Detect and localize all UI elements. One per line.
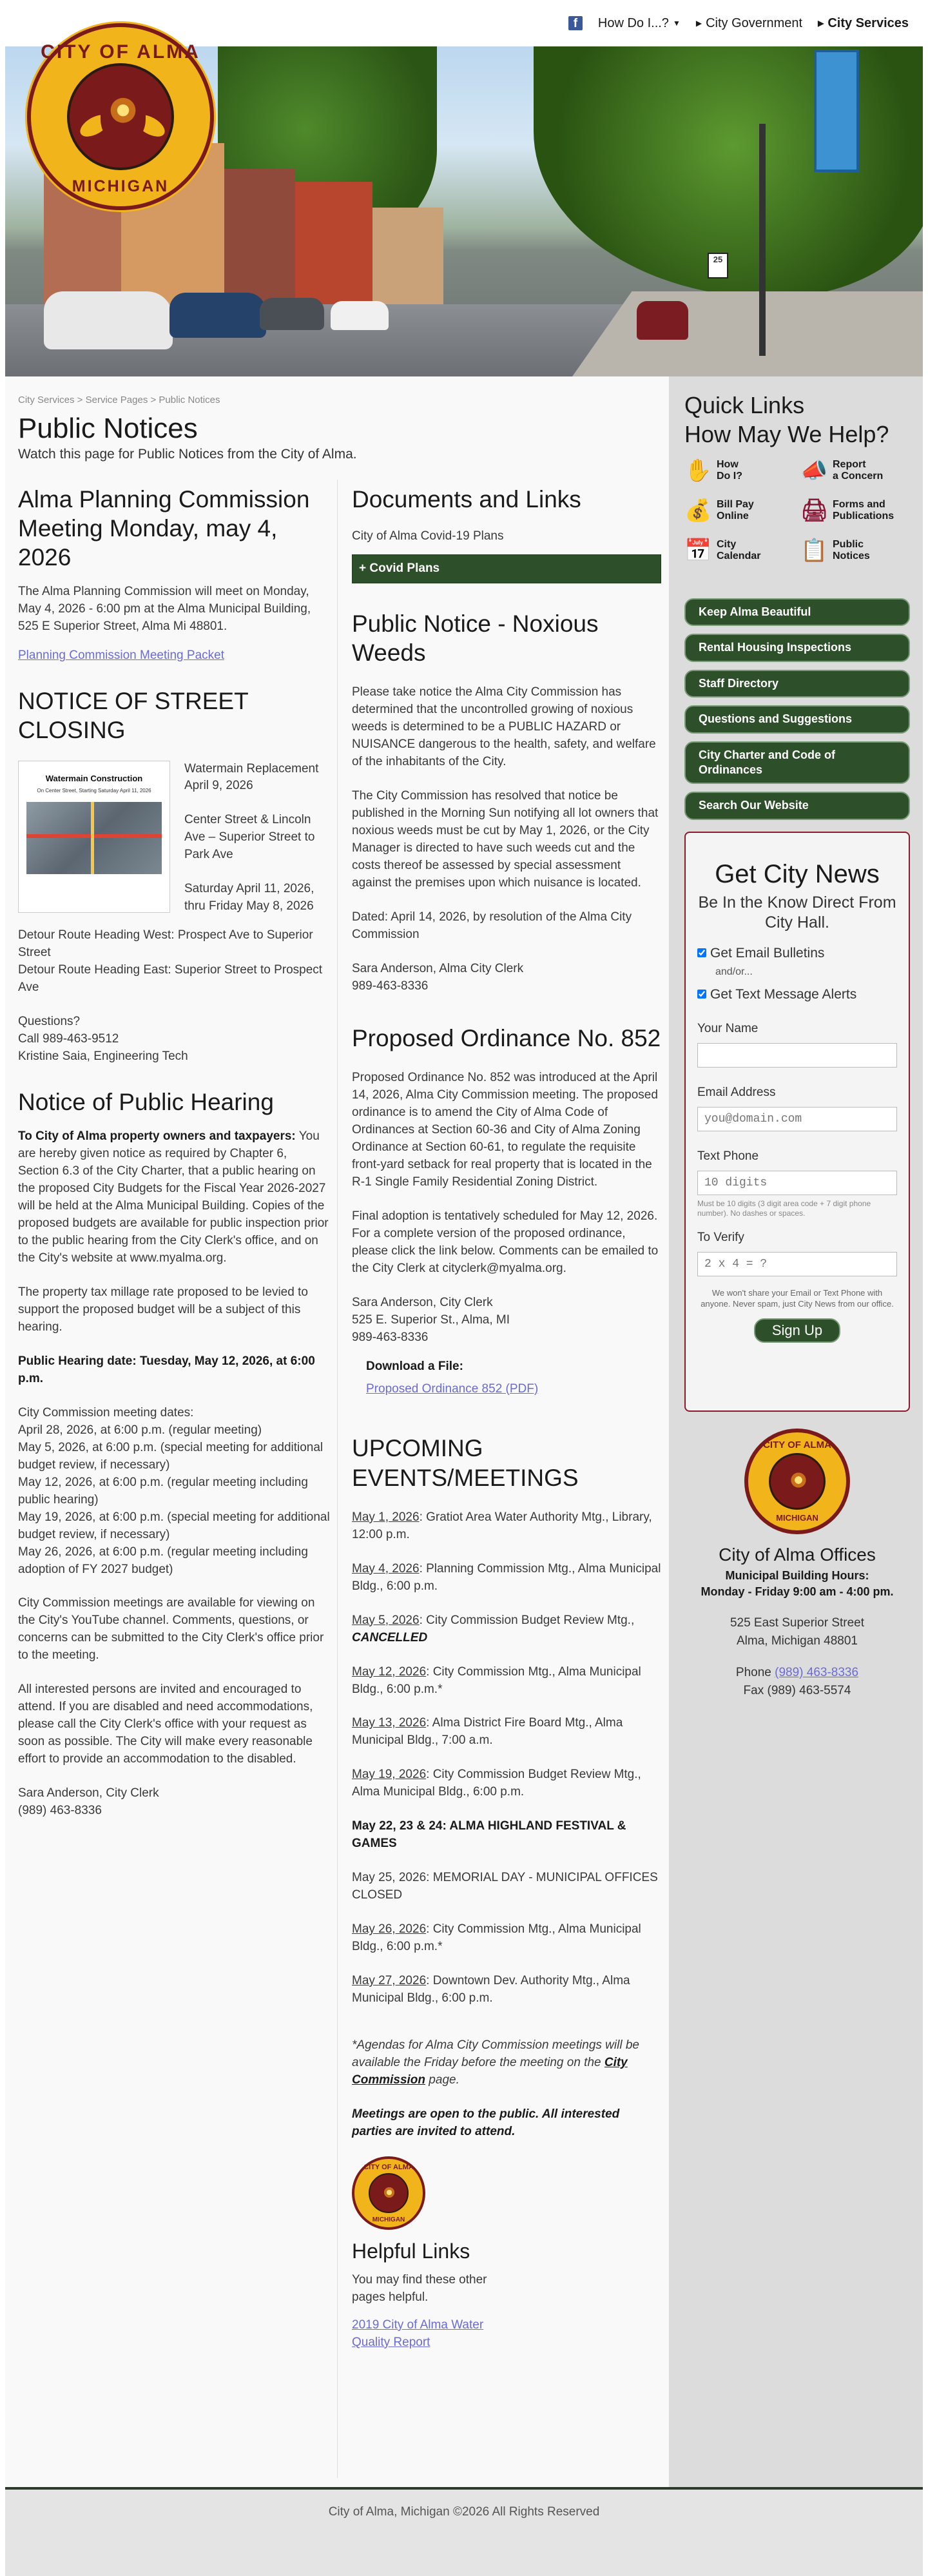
weeds-p1: Please take notice the Alma City Commission has determined that the uncontrolled growing of noxious weeds is determined to be a PUBLIC HAZARD or NUISANCE dangerous to the health, safety, and welfare of the inhabitants of the City. — [352, 685, 656, 769]
helpful-heading: Helpful Links — [352, 2239, 470, 2263]
text-alerts-option — [697, 986, 897, 1003]
quick-link-public-notices[interactable] — [800, 538, 916, 563]
street-closing-block — [18, 761, 331, 916]
email-bulletins-option — [697, 944, 897, 962]
seal-bottom-text: MICHIGAN — [372, 2216, 405, 2223]
hero-car — [44, 291, 173, 349]
water-quality-link[interactable]: 2019 City of Alma Water Quality Report — [352, 2317, 484, 2349]
hero-lamp-pole — [759, 124, 766, 356]
seal-bottom-text: MICHIGAN — [776, 1513, 818, 1523]
event-date: May 4, 2026 — [352, 1561, 420, 1576]
quick-link-label — [833, 539, 870, 563]
event-date: May 19, 2026 — [352, 1768, 427, 1782]
ordinance-address: 525 E. Superior St., Alma, MI — [352, 1312, 510, 1327]
address-line: Alma, Michigan 48801 — [737, 1634, 858, 1648]
quick-links-grid — [684, 458, 916, 563]
logo-inner — [67, 63, 174, 170]
planning-body: The Alma Planning Commission will meet on Monday, May 4, 2026 - 6:00 pm at the Alma Municipal Building, 525 E Superior Street, Alma Mi 48801. — [18, 585, 311, 634]
flyer-title: Watermain Construction — [45, 773, 143, 783]
event-text: : City Commission Budget Review Mtg., Alma Municipal Bldg., 6:00 p.m. — [352, 1768, 641, 1799]
quick-links-title — [684, 391, 889, 449]
nav-city-services[interactable] — [818, 14, 909, 32]
event-item — [352, 1612, 661, 1647]
hero-car — [637, 301, 688, 340]
caret-right-icon: ▶ — [695, 18, 702, 28]
events-heading: UPCOMING EVENTS/MEETINGS — [352, 1435, 579, 1491]
ordinance-phone: 989-463-8336 — [352, 1330, 429, 1344]
sidebar — [669, 376, 923, 2487]
event-date: May 13, 2026 — [352, 1716, 427, 1730]
caret-right-icon: ▶ — [818, 18, 824, 28]
city-seal-logo[interactable] — [27, 23, 214, 210]
event-text: : City Commission Mtg., Alma Municipal Bldg., 6:00 p.m.* — [352, 1664, 641, 1696]
hearing-signer: Sara Anderson, City Clerk — [18, 1786, 159, 1800]
email-input[interactable] — [697, 1107, 897, 1131]
ordinance-p1: Proposed Ordinance No. 852 was introduced at the April 14, 2026, Alma City Commission meeting. The proposed ordinance is to amend the City of Alma Code of Ordinances at Section 60-36 and City of Alma Zoning Ordinance at Section 60-61, to regulate the requisite front-yard setback for real property that is located in the R-1 Single Family Residential Zoning District. — [352, 1070, 658, 1189]
hearing-phone: (989) 463-8336 — [18, 1804, 102, 1818]
text-alerts-label: Get Text Message Alerts — [710, 987, 857, 1002]
email-label: Email Address — [697, 1085, 776, 1099]
questions-label: Questions? — [18, 1015, 81, 1029]
street-closing-heading: NOTICE OF STREET CLOSING — [18, 688, 249, 744]
hearing-date-item: May 5, 2026, at 6:00 p.m. (special meeting for additional budget review, if necessary) — [18, 1440, 324, 1472]
nav-city-services-label: City Services — [827, 16, 909, 30]
event-festival: May 22, 23 & 24: ALMA HIGHLAND FESTIVAL & GAMES — [352, 1819, 626, 1851]
footer — [5, 2487, 923, 2535]
money-bag-icon: 💰 — [684, 498, 712, 523]
city-seal-offices — [744, 1429, 850, 1534]
hero-banner — [814, 50, 859, 172]
event-date: May 5, 2026 — [352, 1613, 420, 1627]
helpful-text: You may find these other pages helpful. — [352, 2272, 487, 2304]
quick-link-label-line: City — [717, 538, 737, 550]
top-nav — [568, 14, 909, 32]
link-search-website[interactable]: Search Our Website — [684, 792, 910, 819]
event-memorial: May 25, 2026: MEMORIAL DAY - MUNICIPAL OFFICES CLOSED — [352, 1871, 658, 1902]
facebook-icon[interactable]: f — [568, 16, 583, 30]
hero-car — [331, 301, 389, 330]
city-seal-small — [352, 2156, 425, 2230]
quick-links-subheading: How May We Help? — [684, 421, 889, 447]
event-item — [352, 1921, 661, 1956]
planning-heading: Alma Planning Commission Meeting Monday, may 4, 2026 — [18, 486, 310, 571]
hearing-date: Public Hearing date: Tuesday, May 12, 2026, at 6:00 p.m. — [18, 1354, 315, 1385]
logo-bottom-text: MICHIGAN — [72, 177, 169, 195]
offices-address — [684, 1614, 910, 1650]
hearing-intro — [18, 1128, 331, 1267]
quick-link-report-concern[interactable] — [800, 458, 916, 483]
seal-top-text: CITY OF ALMA — [763, 1439, 831, 1450]
quick-link-label — [717, 459, 742, 483]
sidebar-links — [684, 598, 910, 828]
news-title: Get City News — [715, 860, 880, 888]
caret-down-icon: ▼ — [672, 18, 681, 28]
hours-value: Monday - Friday 9:00 am - 4:00 pm. — [701, 1585, 894, 1598]
planning-packet-link[interactable]: Planning Commission Meeting Packet — [18, 649, 224, 663]
ordinance-signer: Sara Anderson, City Clerk — [352, 1295, 493, 1309]
quick-link-label — [833, 499, 894, 523]
speed-limit-sign: 25 — [708, 253, 728, 278]
event-text: : Downtown Dev. Authority Mtg., Alma Municipal Bldg., 6:00 p.m. — [352, 1974, 630, 2005]
left-column — [18, 485, 331, 1820]
main-content — [5, 376, 669, 2487]
name-label: Your Name — [697, 1021, 759, 1035]
quick-link-label-line: Do I? — [717, 471, 742, 482]
offices-phone — [684, 1664, 910, 1699]
hero-car — [260, 298, 324, 330]
city-commission-link[interactable]: City Commission — [352, 2056, 628, 2087]
event-date: May 12, 2026 — [352, 1664, 427, 1679]
address-line: 525 East Superior Street — [730, 1616, 865, 1630]
event-item — [352, 1766, 661, 1801]
printer-icon: 🖨 — [800, 498, 829, 523]
questions-phone: Call 989-463-9512 — [18, 1032, 119, 1046]
calendar-icon: 📅 — [684, 538, 712, 563]
seal-top-text: CITY OF ALMA — [363, 2163, 414, 2171]
name-input[interactable] — [697, 1043, 897, 1068]
footer-copyright: City of Alma, Michigan ©2026 All Rights Reserved — [328, 2505, 600, 2519]
hearing-heading: Notice of Public Hearing — [18, 1089, 274, 1116]
hearing-dates-label: City Commission meeting dates: — [18, 1405, 194, 1420]
event-date: May 26, 2026 — [352, 1922, 427, 1937]
weeds-heading: Public Notice - Noxious Weeds — [352, 610, 599, 667]
quick-link-label-line: Publications — [833, 511, 894, 522]
hearing-youtube: City Commission meetings are available for viewing on the City's YouTube channel. Comments, questions, or concerns can be submitted to the City Clerk's office prior to the meeting. — [18, 1596, 324, 1663]
agenda-note — [352, 2037, 661, 2089]
quick-link-label-line: Online — [717, 511, 749, 522]
nav-city-government[interactable] — [696, 14, 802, 32]
phone-link[interactable]: (989) 463-8336 — [775, 1666, 859, 1680]
text-alerts-checkbox[interactable] — [697, 990, 706, 999]
quick-link-how-do-i[interactable] — [684, 458, 800, 483]
nav-city-government-label: City Government — [706, 16, 803, 30]
detour-west: Detour Route Heading West: Prospect Ave to Superior Street — [18, 928, 313, 960]
link-keep-alma-beautiful[interactable]: Keep Alma Beautiful — [684, 598, 910, 626]
phone-input[interactable] — [697, 1171, 897, 1195]
quick-link-label-line: Notices — [833, 551, 870, 561]
event-item — [352, 1715, 661, 1750]
ordinance-p2: Final adoption is tentatively scheduled for May 12, 2026. For a complete version of the proposed ordinance, please click the link below. Comments can be emailed to the City Clerk at cityclerk@myalma.org. — [352, 1209, 659, 1275]
seal-inner — [769, 1453, 826, 1510]
quick-links-heading: Quick Links — [684, 392, 805, 418]
quick-link-label-line: How — [717, 458, 739, 470]
weeds-phone: 989-463-8336 — [352, 979, 429, 993]
quick-link-bill-pay[interactable] — [684, 498, 800, 523]
event-date: May 1, 2026 — [352, 1510, 420, 1524]
quick-link-label-line: Forms and — [833, 498, 885, 510]
quick-link-calendar[interactable] — [684, 538, 800, 563]
quick-link-forms[interactable] — [800, 498, 916, 523]
event-item — [352, 1509, 661, 1544]
closing-line: Saturday April 11, 2026, thru Friday May 8, 2026 — [184, 882, 314, 913]
event-item — [352, 1561, 661, 1595]
event-cancelled: CANCELLED — [352, 1630, 428, 1644]
nav-how-do-i[interactable] — [598, 14, 681, 32]
page-title: Public Notices — [18, 413, 198, 444]
hearing-date-item: April 28, 2026, at 6:00 p.m. (regular meeting) — [18, 1423, 262, 1437]
event-text: : Alma District Fire Board Mtg., Alma Municipal Bldg., 7:00 a.m. — [352, 1716, 623, 1748]
construction-flyer-thumbnail[interactable] — [18, 761, 170, 913]
thistle-icon — [382, 2182, 397, 2203]
event-text: : Planning Commission Mtg., Alma Municipal Bldg., 6:00 p.m. — [352, 1561, 661, 1593]
link-rental-housing[interactable]: Rental Housing Inspections — [684, 634, 910, 661]
hearing-accommodation: All interested persons are invited and encouraged to attend. If you are disabled and need accommodations, please call the City Clerk's office with your request as soon as possible. The City will make every reasonable effort to provide an accommodation to the disabled. — [18, 1683, 313, 1766]
thistle-icon — [101, 88, 146, 144]
weeds-signer: Sara Anderson, Alma City Clerk — [352, 961, 524, 975]
event-text: : City Commission Mtg., Alma Municipal Bldg., 6:00 p.m.* — [352, 1922, 641, 1954]
quick-link-label — [717, 499, 754, 523]
link-staff-directory[interactable]: Staff Directory — [684, 670, 910, 698]
download-label: Download a File: — [366, 1359, 463, 1373]
weeds-p3: Dated: April 14, 2026, by resolution of the Alma City Commission — [352, 910, 632, 941]
hero-building — [372, 208, 443, 317]
quick-link-label — [717, 539, 760, 563]
closing-line: April 9, 2026 — [184, 779, 253, 793]
right-column — [352, 485, 661, 2352]
quick-link-label-line: Public — [833, 538, 864, 550]
quick-link-label-line: a Concern — [833, 471, 884, 482]
open-meetings-note: Meetings are open to the public. All interested parties are invited to attend. — [352, 2107, 620, 2138]
hearing-date-item: May 26, 2026, at 6:00 p.m. (regular meeting including adoption of FY 2027 budget) — [18, 1545, 308, 1576]
flyer-subtitle: On Center Street, Starting Saturday April 11, 2026 — [37, 787, 151, 794]
hours-label: Municipal Building Hours: — [725, 1568, 869, 1582]
agenda-post: page. — [425, 2073, 459, 2087]
hero-trees-right — [534, 46, 923, 298]
event-text: : Gratiot Area Water Authority Mtg., Library, 12:00 p.m. — [352, 1510, 652, 1541]
phone-line — [684, 1664, 910, 1682]
phone-label: Text Phone — [697, 1149, 759, 1163]
phone-hint: Must be 10 digits (3 digit area code + 7 digit phone number). No dashes or spaces. — [697, 1198, 871, 1218]
weeds-p2: The City Commission has resolved that notice be published in the Morning Sun notifying all lot owners that noxious weeds must be cut by May 1, 2026, or the City Manager is directed to have such weeds cut and the costs thereof be assessed by special assessment against the premises upon which nuisance is located. — [352, 789, 659, 890]
breadcrumb[interactable]: City Services > Service Pages > Public Notices — [18, 395, 220, 405]
closing-line: Center Street & Lincoln Ave – Superior Street to Park Ave — [184, 813, 315, 862]
covid-label: City of Alma Covid-19 Plans — [352, 529, 504, 543]
closing-line: Watermain Replacement — [184, 761, 319, 776]
link-city-charter[interactable]: City Charter and Code of Ordinances — [684, 741, 910, 785]
hero-car — [169, 293, 266, 338]
docs-heading: Documents and Links — [352, 486, 581, 512]
signup-button[interactable]: Sign Up — [754, 1318, 840, 1343]
megaphone-icon: 📣 — [800, 458, 828, 483]
event-date: May 27, 2026 — [352, 1974, 427, 1988]
hearing-date-item: May 12, 2026, at 6:00 p.m. (regular meeting including public hearing) — [18, 1475, 308, 1507]
hearing-millage: The property tax millage rate proposed to be levied to support the proposed budget will be a subject of this hearing. — [18, 1285, 308, 1334]
email-bulletins-label: Get Email Bulletins — [710, 946, 825, 961]
ordinance-pdf-link[interactable]: Proposed Ordinance 852 (PDF) — [366, 1381, 539, 1396]
detour-east: Detour Route Heading East: Superior Street to Prospect Ave — [18, 963, 323, 995]
clipboard-icon: 📋 — [800, 538, 828, 563]
city-offices — [684, 1429, 910, 1699]
seal-inner — [369, 2173, 409, 2213]
hand-icon: ✋ — [684, 458, 712, 483]
questions-contact: Kristine Saia, Engineering Tech — [18, 1049, 188, 1064]
page-subtitle: Watch this page for Public Notices from the City of Alma. — [18, 447, 357, 462]
logo-top-text: CITY OF ALMA — [41, 41, 200, 63]
street-closing-details — [184, 761, 331, 916]
nav-how-do-i-label: How Do I...? — [597, 16, 669, 30]
quick-link-label-line: Report — [833, 458, 866, 470]
link-questions-suggestions[interactable]: Questions and Suggestions — [684, 705, 910, 733]
thistle-icon — [788, 1465, 809, 1495]
privacy-note: We won't share your Email or Text Phone with anyone. Never spam, just City News from our office. — [701, 1287, 894, 1309]
hearing-intro-bold: To City of Alma property owners and taxpayers: — [18, 1129, 296, 1144]
fax-line: Fax (989) 463-5574 — [743, 1683, 851, 1697]
event-item — [352, 1973, 661, 2007]
phone-label-text: Phone — [735, 1666, 775, 1680]
page-bottom — [5, 2535, 923, 2576]
quick-link-label-line: Calendar — [717, 551, 761, 561]
event-item — [352, 1664, 661, 1699]
city-news-signup — [684, 832, 910, 1412]
andor-label: and/or... — [715, 966, 753, 977]
offices-title: City of Alma Offices — [719, 1545, 876, 1565]
email-bulletins-checkbox[interactable] — [697, 948, 706, 957]
hearing-date-item: May 19, 2026, at 6:00 p.m. (special meeting for additional budget review, if necessary) — [18, 1510, 330, 1541]
quick-link-label-line: Bill Pay — [717, 498, 754, 510]
news-subtitle: Be In the Know Direct From City Hall. — [698, 893, 896, 932]
hearing-intro-text: You are hereby given notice as required by Chapter 6, Section 6.3 of the City Charter, that a public hearing on the proposed City Budgets for the Fiscal Year 2026-2027 will be held at the Alma Municipal Building. Copies of the proposed budgets are available for public inspection prior to the public hearing from the City Clerk's office, and on the City's website at www.myalma.org. — [18, 1129, 329, 1265]
hero-building — [295, 182, 372, 317]
ordinance-heading: Proposed Ordinance No. 852 — [352, 1024, 661, 1051]
event-text: : City Commission Budget Review Mtg., — [419, 1613, 635, 1627]
verify-input[interactable] — [697, 1252, 897, 1276]
column-divider — [337, 480, 338, 2478]
verify-label: To Verify — [697, 1230, 744, 1244]
agenda-pre: *Agendas for Alma City Commission meetings will be available the Friday before the meeting on the — [352, 2038, 639, 2070]
covid-plans-toggle[interactable]: + Covid Plans — [352, 554, 661, 583]
flyer-map — [26, 802, 162, 874]
quick-link-label — [833, 459, 883, 483]
hero-sidewalk — [572, 291, 923, 376]
